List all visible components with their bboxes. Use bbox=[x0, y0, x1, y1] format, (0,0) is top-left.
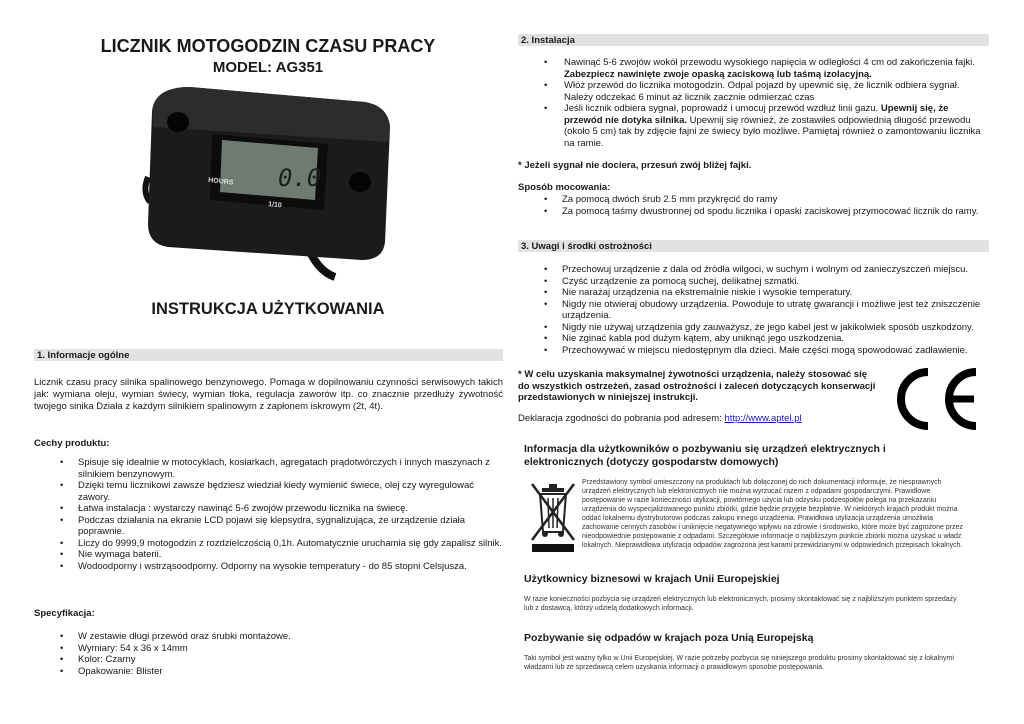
weee-text: Przedstawiony symbol umieszczony na produktach lub dołączonej do nich dokumentacji informuje, że niesprawnych urządzeń elektrycznych lub elektronicznych nie można wyrzucać razem z odpadami gospodarczymi. Prawidłowe postępowanie w razie konieczności utylizacji, powtórnego użycia lub odzysku podzespołów polega na przekazaniu urządzenia do wyspecjalizowanego punktu zbiórki, gdzie będzie przyjęte bezpłatnie. W niektórych krajach produkt można oddać lokalnemu dystrybutorowi podczas zakupu innego urządzenia. Prawidłowa utylizacja urządzenia umożliwia zachowanie cennych zasobów i uniknięcie negatywnego wpływu na zdrowie i środowisko, które może być zagrożone przez nieodpowiednie postępowanie z odpadami. Szczegółowe informacje o najbliższym punkcie zbiórki można uzyskać u władz lokalnych. Nieprawidłowa utylizacja odpadów zagrożona jest karami przewidzianymi w odpowiednich przepisach lokalnych. bbox=[582, 479, 963, 549]
ce-mark-icon bbox=[888, 364, 984, 434]
mounting-list bbox=[518, 194, 989, 217]
specs-list bbox=[34, 631, 503, 677]
list-item: • Włóż przewód do licznika motogodzin. Odpal pojazd by upewnić się, że licznik odbiera sygnał. Należy odczekać 6 minut aż licznik zacznie odmierzać czas bbox=[518, 80, 989, 103]
list-item: • Nie narażaj urządzenia na ekstremalnie niskie i wysokie temperatury. bbox=[518, 287, 989, 299]
precautions-list bbox=[518, 264, 989, 356]
weee-title: Informacja dla użytkowników o pozbywaniu się urządzeń elektrycznych i elektronicznych (dotyczy gospodarstw domowych) bbox=[524, 443, 886, 468]
list-item: • W zestawie długi przewód oraz śrubki montażowe. bbox=[34, 631, 503, 643]
list-item: • Za pomocą dwóch śrub 2.5 mm przykręcić do ramy bbox=[518, 194, 989, 206]
list-item: • Liczy do 9999,9 motogodzin z rozdzielczością 0,1h. Automatycznie uruchamia się gdy zapalisz silnik. bbox=[34, 538, 503, 550]
list-item: • Za pomocą taśmy dwustronnej od spodu licznika i opaski zaciskowej przymocować licznik do ramy. bbox=[518, 206, 989, 218]
declaration-text: Deklaracja zgodności do pobrania pod adresem: http://www.aptel.pl bbox=[518, 413, 802, 424]
list-item: • Wymiary: 54 x 36 x 14mm bbox=[34, 643, 503, 655]
ratio-label: 1/10 bbox=[267, 201, 283, 210]
model-subtitle: MODEL: AG351 bbox=[212, 59, 324, 76]
list-item: • Przechowywać w miejscu niedostępnym dla dzieci. Małe części mogą spowodować zadławienie. bbox=[518, 345, 989, 357]
list-item: • Łatwa instalacja : wystarczy nawinąć 5-6 zwojów przewodu licznika na świecę. bbox=[34, 503, 503, 515]
section-3-heading: 3. Uwagi i środki ostrożności bbox=[518, 240, 989, 252]
business-users-text: W razie konieczności pozbycia się urządzeń elektrycznych lub elektronicznych, prosimy skontaktować się z najbliższym punktem sprzedaży lub z dostawcą, którzy udzielą dodatkowych informacji. bbox=[524, 596, 957, 612]
section-2-heading: 2. Instalacja bbox=[518, 34, 989, 46]
specs-heading: Specyfikacja: bbox=[34, 608, 95, 619]
list-item: • Czyść urządzenie za pomocą suchej, delikatnej szmatki. bbox=[518, 276, 989, 288]
crossed-bin-icon bbox=[528, 480, 578, 554]
manual-title: INSTRUKCJA UŻYTKOWANIA bbox=[151, 300, 385, 318]
features-heading: Cechy produktu: bbox=[34, 438, 110, 449]
lcd-display-value: 0.0 bbox=[278, 164, 322, 192]
list-item: • Nie wymaga baterii. bbox=[34, 549, 503, 561]
section-1-text: Licznik czasu pracy silnika spalinowego benzynowego. Pomaga w dopilnowaniu czynności serwisowych takich jak: wymiana oleju, wymian świecy, wymian tłoka, regulacja zaworów itp. co znacznie przedłuży żywotność twojego sinika Działa z każdym silnikiem spalinowym z zapłonem iskrowym (2t, 4t). bbox=[34, 377, 503, 412]
document-title: LICZNIK MOTOGODZIN CZASU PRACY bbox=[100, 36, 436, 56]
maintenance-note: * W celu uzyskania maksymalnej żywotności urządzenia, należy stosować się do wszystkich ostrzeżeń, zasad ostrożności i zaleceń dotyczących konserwacji przedstawionych w niniejszej instrukcji. bbox=[518, 369, 876, 403]
declaration-link[interactable]: http://www.aptel.pl bbox=[724, 413, 802, 424]
hour-meter-device-image bbox=[140, 82, 395, 282]
list-item: • Nigdy nie otwieraj obudowy urządzenia. Powoduje to utratę gwarancji i możliwe jest też zniszczenie urządzenia. bbox=[518, 299, 989, 322]
list-item: • Dzięki temu licznikowi zawsze będziesz wiedział kiedy wymienić świece, olej czy wyregulować zawory. bbox=[34, 480, 503, 503]
list-item: • Wodoodporny i wstrząsoodporny. Odporny na wysokie temperatury - do 85 stopni Celsjusza. bbox=[34, 561, 503, 573]
list-item: • Jeśli licznik odbiera sygnał, poprowadź i umocuj przewód wzdłuż linii gazu. Upewnij się, że przewód nie dotyka silnika. Upewnij się również, że zostawiłeś odpowiednią długość przewodu (około 5 cm) tak by zdjęcie fajni ze świecy było możliwe. Pamiętaj również o zamontowaniu licznika na ramie. bbox=[518, 103, 989, 149]
hours-label: HOURS bbox=[207, 177, 234, 187]
outside-eu-heading: Pozbywanie się odpadów w krajach poza Unią Europejską bbox=[524, 632, 814, 644]
list-item: • Kolor: Czarny bbox=[34, 654, 503, 666]
mounting-heading: Sposób mocowania: bbox=[518, 182, 611, 193]
list-item: • Podczas działania na ekranie LCD pojawi się klepsydra, sygnalizująca, że urządzenie działa poprawnie. bbox=[34, 515, 503, 538]
list-item: • Nawinąć 5-6 zwojów wokół przewodu wysokiego napięcia w odległości 4 cm od zakończenia fajki. Zabezpiecz nawinięte zwoje opaską zaciskową lub taśmą izolacyjną. bbox=[518, 57, 989, 80]
installation-list bbox=[518, 57, 989, 149]
list-item: • Spisuje się idealnie w motocyklach, kosiarkach, agregatach prądotwórczych i innych maszynach z silnikiem benzynowym. bbox=[34, 457, 503, 480]
features-list bbox=[34, 457, 503, 572]
list-item: • Opakowanie: Blister bbox=[34, 666, 503, 678]
section-1-heading: 1. Informacje ogólne bbox=[34, 349, 503, 361]
list-item: • Nigdy nie używaj urządzenia gdy zauważysz, że jego kabel jest w jakikolwiek sposób uszkodzony. bbox=[518, 322, 989, 334]
signal-note: * Jeżeli sygnał nie dociera, przesuń zwój bliżej fajki. bbox=[518, 160, 752, 171]
list-item: • Przechowuj urządzenie z dala od źródła wilgoci, w suchym i wolnym od zanieczyszczeń miejscu. bbox=[518, 264, 989, 276]
business-users-heading: Użytkownicy biznesowi w krajach Unii Europejskiej bbox=[524, 573, 780, 585]
list-item: • Nie zginać kabla pod dużym kątem, aby uniknąć jego uszkodzenia. bbox=[518, 333, 989, 345]
outside-eu-text: Taki symbol jest ważny tylko w Unii Europejskiej. W razie potrzeby pozbycia się niniejszego produktu prosimy skontaktować się z lokalnymi władzami lub ze sprzedawcą celem uzyskania informacji o prawidłowym sposobie postępowania. bbox=[524, 655, 954, 671]
